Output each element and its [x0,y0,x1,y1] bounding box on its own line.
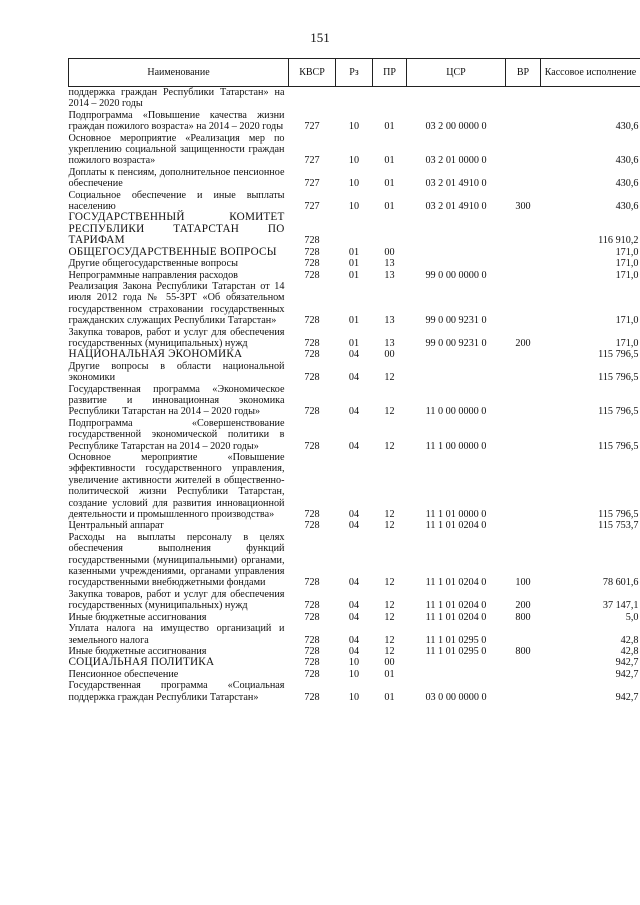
row-csr [407,361,506,384]
row-vr: 300 [515,201,531,213]
header-name: Наименование [69,59,289,87]
row-pr: 12 [384,577,395,589]
row-pr: 12 [384,611,395,623]
row-vr: 100 [515,577,531,589]
row-sum: 171,0 [615,337,639,349]
row-csr: 11 1 01 0295 0 [425,645,487,657]
row-rz: 10 [348,201,360,213]
row-csr: 03 0 00 0000 0 [425,691,487,703]
row-rz: 01 [348,258,360,270]
row-pr [373,87,407,110]
row-pr: 12 [384,645,395,657]
row-sum: 430,6 [615,178,639,190]
row-rz [336,87,373,110]
row-sum: 115 796,5 [598,372,639,384]
table-row [69,212,640,246]
row-sum: 171,0 [615,269,639,281]
row-sum [541,87,640,110]
table-row [69,327,640,350]
row-kvsr: 728 [304,269,320,281]
row-pr: 01 [384,668,395,680]
row-name: Другие вопросы в области национальной экономики [68,360,285,384]
row-sum: 42,8 [620,645,639,657]
row-kvsr: 728 [304,246,320,258]
row-vr: 200 [515,337,531,349]
row-csr [407,258,506,269]
row-kvsr: 728 [304,406,320,418]
row-rz: 10 [348,657,360,669]
table-row [69,281,640,327]
row-name: Закупка товаров, работ и услуг для обеспечения государственных (муниципальных) нужд [68,326,285,349]
row-vr [506,212,541,246]
row-name: Центральный аппарат [68,520,164,532]
row-sum: 115 796,5 [598,349,639,361]
row-kvsr: 728 [304,577,320,589]
row-vr: 800 [515,645,531,657]
row-kvsr: 728 [304,235,320,247]
row-vr [506,110,541,133]
row-vr: 200 [515,600,531,612]
row-kvsr: 728 [304,668,320,680]
table-row [69,623,640,646]
row-vr [506,384,541,418]
row-csr: 03 2 01 0000 0 [425,155,487,167]
row-csr: 11 1 01 0204 0 [425,600,487,612]
row-kvsr: 727 [304,201,320,213]
row-pr: 01 [384,691,395,703]
row-kvsr: 728 [304,315,320,327]
row-rz: 04 [348,645,360,657]
row-kvsr: 727 [304,121,320,133]
row-kvsr: 728 [304,440,320,452]
row-rz: 01 [348,337,360,349]
row-name: Иные бюджетные ассигнования [68,645,207,657]
table-row [69,589,640,612]
table-row [69,520,640,531]
row-pr [373,212,407,246]
row-rz: 04 [348,634,360,646]
row-vr [506,680,541,703]
row-kvsr: 727 [304,155,320,167]
row-csr: 99 0 00 9231 0 [425,315,487,327]
row-vr [506,133,541,167]
row-vr [506,361,541,384]
row-csr: 99 0 00 9231 0 [425,337,487,349]
row-kvsr: 728 [304,520,320,532]
row-pr: 12 [384,509,395,521]
row-sum: 171,0 [615,246,639,258]
row-name: ГОСУДАРСТВЕННЫЙ КОМИТЕТ РЕСПУБЛИКИ ТАТАРСТАН ПО ТАРИФАМ [68,211,285,247]
table-header [69,59,640,87]
row-sum: 115 753,7 [598,520,639,532]
row-rz: 04 [348,349,360,361]
row-sum: 37 147,1 [602,600,639,612]
row-sum: 115 796,5 [598,406,639,418]
row-kvsr: 728 [304,349,320,361]
table-row [69,133,640,167]
row-csr: 11 1 01 0204 0 [425,520,487,532]
row-name: Реализация Закона Республики Татарстан от 14 июля 2012 года № 55-ЗРТ «Об обязательном государственном страховании государственных гражданских служащих Республики Татарстан» [68,280,285,327]
row-pr: 12 [384,406,395,418]
row-pr: 13 [384,337,395,349]
row-rz: 01 [348,269,360,281]
row-rz: 04 [348,406,360,418]
row-name: Государственная программа «Экономическое развитие и инновационная экономика Республики Татарстан на 2014 – 2020 годы» [68,383,285,418]
row-kvsr [289,87,336,110]
row-csr: 11 1 00 0000 0 [425,440,487,452]
row-sum: 171,0 [615,315,639,327]
row-kvsr: 728 [304,337,320,349]
row-csr: 03 2 00 0000 0 [425,121,487,133]
row-csr: 03 2 01 4910 0 [425,178,487,190]
row-vr [506,281,541,327]
row-name: Основное мероприятие «Повышение эффективности государственного управления, увеличение активности жителей в общественно-политической жизни Республики Татарстан, создание условий для развития инновационной деятельности и промышленного производства» [68,452,285,521]
row-rz: 10 [348,691,360,703]
row-pr: 13 [384,269,395,281]
row-rz: 04 [348,372,360,384]
table-row [69,87,640,110]
row-vr [506,247,541,258]
row-csr [407,349,506,360]
row-rz: 10 [348,668,360,680]
row-vr [506,520,541,531]
row-kvsr: 728 [304,372,320,384]
row-pr: 01 [384,121,395,133]
row-pr: 12 [384,520,395,532]
row-pr: 12 [384,600,395,612]
row-csr [407,212,506,246]
header-rz: Рз [336,59,373,87]
row-vr [506,270,541,281]
table-row [69,532,640,589]
row-vr [506,623,541,646]
row-name: Закупка товаров, работ и услуг для обеспечения государственных (муниципальных) нужд [68,588,285,612]
row-sum: 115 796,5 [598,509,639,521]
row-sum: 5,0 [625,611,639,623]
row-pr: 13 [384,258,395,270]
row-vr [506,418,541,452]
table-row [69,680,640,703]
table-row [69,190,640,213]
row-vr [506,452,541,520]
row-rz: 01 [348,315,360,327]
row-kvsr: 727 [304,178,320,190]
row-name: Уплата налога на имущество организаций и земельного налога [68,623,285,646]
row-name: ОБЩЕГОСУДАРСТВЕННЫЕ ВОПРОСЫ [68,245,277,258]
header-pr: ПР [373,59,407,87]
row-kvsr: 728 [304,691,320,703]
row-csr: 11 1 01 0204 0 [425,577,487,589]
row-csr: 99 0 00 0000 0 [425,269,487,281]
table-body [69,87,640,703]
table-row [69,384,640,418]
row-sum: 430,6 [615,121,639,133]
table-row [69,349,640,360]
table-row [69,270,640,281]
budget-table [68,58,640,703]
row-pr: 01 [384,178,395,190]
row-vr [506,258,541,269]
row-vr [506,669,541,680]
row-pr: 00 [384,657,395,669]
row-kvsr: 728 [304,645,320,657]
table-row [69,247,640,258]
table-row [69,361,640,384]
row-rz: 04 [348,577,360,589]
row-csr [407,87,506,110]
row-sum: 115 796,5 [598,440,639,452]
row-sum: 430,6 [615,201,639,213]
row-vr [506,349,541,360]
row-rz: 04 [348,600,360,612]
row-name: Иные бюджетные ассигнования [68,611,207,623]
row-name: Непрограммные направления расходов [68,269,238,281]
row-pr: 00 [384,349,395,361]
row-name: Подпрограмма «Совершенствование государственной экономической политики в Республике Татарстан на 2014 – 2020 годы» [68,417,285,452]
row-pr: 13 [384,315,395,327]
row-csr [407,247,506,258]
row-csr: 11 1 01 0000 0 [425,509,487,521]
row-name: НАЦИОНАЛЬНАЯ ЭКОНОМИКА [68,348,243,361]
row-rz: 10 [348,155,360,167]
row-sum: 430,6 [615,155,639,167]
row-vr [506,657,541,668]
row-rz: 04 [348,520,360,532]
row-rz: 04 [348,440,360,452]
row-rz [336,212,373,246]
row-kvsr: 728 [304,634,320,646]
table-row [69,167,640,190]
row-vr [506,87,541,110]
table-row [69,612,640,623]
row-pr: 00 [384,246,395,258]
row-name: Социальное обеспечение и иные выплаты населению [68,189,285,213]
row-name: Пенсионное обеспечение [68,668,179,680]
row-sum: 942,7 [615,691,639,703]
row-pr: 12 [384,440,395,452]
row-csr [407,657,506,668]
row-pr: 01 [384,201,395,213]
header-csr: ЦСР [407,59,506,87]
row-pr: 01 [384,155,395,167]
header-vr: ВР [506,59,541,87]
table-row [69,110,640,133]
row-rz: 01 [348,246,360,258]
row-csr: 03 2 01 4910 0 [425,201,487,213]
row-rz: 04 [348,611,360,623]
row-kvsr: 728 [304,258,320,270]
row-sum: 942,7 [615,657,639,669]
row-rz: 10 [348,178,360,190]
table-row [69,669,640,680]
row-kvsr: 728 [304,611,320,623]
row-sum: 78 601,6 [602,577,639,589]
row-sum: 171,0 [615,258,639,270]
row-pr: 12 [384,372,395,384]
header-kvsr: КВСР [289,59,336,87]
row-name: СОЦИАЛЬНАЯ ПОЛИТИКА [68,656,215,669]
row-vr: 800 [515,611,531,623]
row-pr: 12 [384,634,395,646]
row-name: Государственная программа «Социальная поддержка граждан Республики Татарстан» [68,680,285,703]
row-kvsr: 728 [304,509,320,521]
page-number: 151 [310,30,330,45]
header-sum: Кассовое исполнение [541,59,640,87]
row-csr [407,669,506,680]
table-row [69,258,640,269]
row-name: поддержка граждан Республики Татарстан» на 2014 – 2020 годы [68,87,285,110]
table-row [69,418,640,452]
row-sum: 116 910,2 [598,235,639,247]
row-csr: 11 0 00 0000 0 [425,406,487,418]
row-rz: 04 [348,509,360,521]
row-name: Другие общегосударственные вопросы [68,258,238,270]
row-name: Основное мероприятие «Реализация мер по укреплению социальной защищенности граждан пожилого возраста» [68,132,285,167]
row-csr: 11 1 01 0295 0 [425,634,487,646]
row-name: Доплаты к пенсиям, дополнительное пенсионное обеспечение [68,166,285,190]
row-kvsr: 728 [304,600,320,612]
row-kvsr: 728 [304,657,320,669]
row-sum: 942,7 [615,668,639,680]
table-row [69,657,640,668]
table-row [69,452,640,520]
row-rz: 10 [348,121,360,133]
row-vr [506,167,541,190]
row-name: Расходы на выплаты персоналу в целях обеспечения выполнения функций государственными (муниципальными) органами, казенными учреждениями, органами управления государственными внебюджетными фондами [68,531,285,589]
row-sum: 42,8 [620,634,639,646]
row-csr: 11 1 01 0204 0 [425,611,487,623]
row-name: Подпрограмма «Повышение качества жизни граждан пожилого возраста» на 2014 – 2020 годы [68,109,285,133]
